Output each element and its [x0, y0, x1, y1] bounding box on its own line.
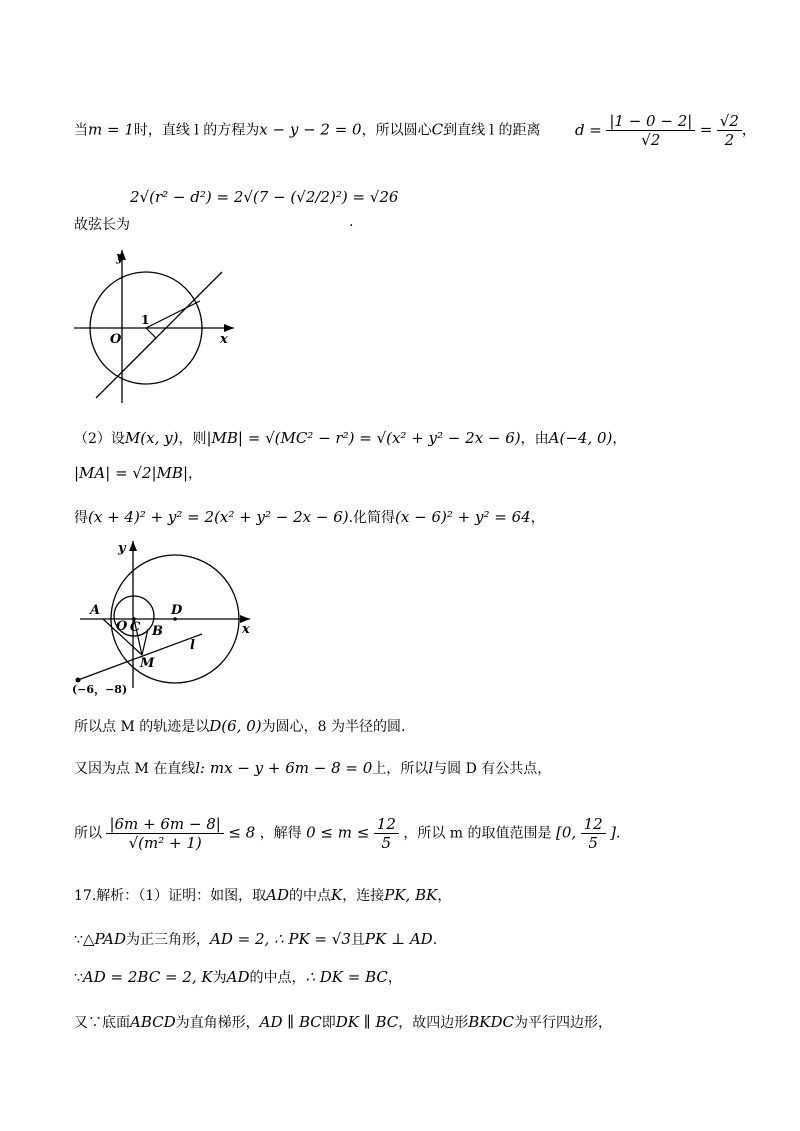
text: ，故四边形 — [398, 1015, 469, 1031]
text: . — [616, 825, 621, 842]
line-triangle — [74, 929, 437, 949]
text: 即 — [321, 1015, 336, 1031]
y-label: y — [116, 250, 124, 265]
math: AD ∥ BC — [259, 1013, 322, 1031]
text: 当 — [74, 122, 88, 139]
math: [0, — [555, 823, 577, 842]
numerator: 12 — [581, 815, 606, 834]
line-ratio — [74, 463, 202, 483]
label-o: O — [116, 619, 128, 634]
text: 为正三角形， — [126, 932, 211, 948]
text: 为圆心，8 为半径的圆. — [261, 719, 406, 735]
math: l: mx − y + 6m − 8 = 0 — [195, 759, 373, 777]
text: ，连接 — [342, 888, 385, 904]
math: PK ⊥ AD — [364, 930, 433, 948]
text: .化简得 — [348, 510, 396, 526]
line-locus — [74, 716, 405, 736]
numerator: 12 — [374, 815, 399, 834]
text: . — [432, 932, 438, 948]
numerator: |6m + 6m − 8| — [106, 815, 223, 834]
text: 上，所以 — [372, 761, 429, 777]
math: 0 ≤ m ≤ — [306, 823, 370, 842]
x-label: x — [242, 622, 250, 637]
denominator: 5 — [381, 834, 392, 852]
y-label: y — [118, 541, 126, 556]
text: 到直线 l 的距离 — [443, 122, 541, 139]
text: 的中点， — [249, 970, 306, 986]
figure-circle-line — [74, 248, 244, 408]
figure-two-circles — [70, 538, 255, 698]
math: K — [331, 886, 343, 904]
text: 17.解析：（1）证明：如图，取 — [74, 888, 267, 904]
label-m: M — [140, 656, 155, 671]
line-range — [74, 815, 620, 852]
denominator: 5 — [588, 834, 598, 852]
math: |MB| = √(MC² − r²) = √(x² + y² − 2x − 6) — [206, 429, 521, 447]
tick-label-1: 1 — [141, 313, 150, 327]
math: AD = 2BC = 2, K — [82, 968, 213, 986]
math: x − y − 2 = 0 — [259, 120, 362, 139]
text: . — [349, 214, 354, 230]
math: D(6, 0) — [209, 717, 262, 735]
origin-label: O — [110, 332, 122, 347]
label-point: (−6，−8) — [72, 683, 128, 696]
math: C — [431, 120, 444, 139]
text: 与圆 D 有公共点， — [433, 761, 552, 777]
label-a: A — [90, 603, 101, 618]
math: BKDC — [468, 1013, 514, 1031]
text: ，所以圆心 — [361, 122, 432, 139]
math: AD = 2, ∴ PK = √3 — [210, 930, 351, 948]
math: ≤ 8 — [228, 823, 256, 842]
line-midpoint — [74, 967, 402, 987]
math: ∴ DK = BC — [305, 968, 388, 986]
text: 所以点 M 的轨迹是以 — [74, 719, 210, 735]
line-intersect — [74, 758, 551, 778]
math: ABCD — [130, 1013, 176, 1031]
text: ， — [437, 888, 452, 904]
math: PK, BK — [384, 886, 438, 904]
text: 又因为点 M 在直线 — [74, 761, 196, 777]
text: 的中点 — [289, 888, 332, 904]
text: ， — [530, 510, 545, 526]
text: ∵ — [74, 970, 83, 986]
text: 为平行四边形， — [513, 1015, 612, 1031]
text: ，解得 — [259, 825, 302, 842]
text: 且 — [350, 932, 365, 948]
line-problem17 — [74, 885, 451, 905]
text: ， — [612, 431, 627, 447]
line-distance — [74, 112, 756, 149]
text: 得 — [74, 510, 88, 526]
text: ，所以 m 的取值范围是 — [403, 825, 552, 842]
text: 所以 — [74, 825, 102, 842]
math: = — [699, 120, 713, 139]
line-parallelogram — [74, 1012, 612, 1032]
text: ，由 — [520, 431, 549, 447]
text: ∵ — [74, 932, 83, 948]
line-simplify — [74, 507, 545, 527]
label-d: D — [171, 603, 183, 618]
math: ] — [610, 823, 616, 842]
math: (x − 6)² + y² = 64 — [395, 508, 531, 526]
text: 为直角梯形， — [175, 1015, 260, 1031]
math: AD — [226, 968, 250, 986]
point-fixed — [76, 678, 81, 683]
fraction — [106, 815, 223, 852]
label-b: B — [152, 624, 163, 639]
numerator: √2 — [717, 112, 742, 131]
fraction — [606, 112, 695, 149]
math: (x + 4)² + y² = 2(x² + y² − 2x − 6) — [88, 508, 349, 526]
text: （2）设 — [74, 431, 125, 447]
text: 故弦长为 — [74, 217, 130, 233]
math: |MA| = √2|MB| — [74, 464, 188, 482]
x-arrow-icon — [224, 324, 234, 332]
text: ，则 — [178, 431, 207, 447]
math: DK ∥ BC — [335, 1013, 399, 1031]
label-c: C — [130, 620, 141, 635]
chord-segment — [122, 338, 156, 372]
math: M(x, y) — [124, 429, 179, 447]
text: 时，直线 l 的方程为 — [133, 122, 260, 139]
y-arrow-icon — [129, 541, 137, 551]
line-part2 — [74, 428, 626, 448]
math: A(−4, 0) — [548, 429, 613, 447]
denominator: √(m² + 1) — [128, 834, 202, 852]
fraction — [374, 815, 399, 852]
perpendicular-segment — [146, 328, 156, 338]
radius-segment — [146, 301, 200, 328]
text: ， — [188, 466, 202, 482]
denominator: 2 — [724, 131, 735, 149]
math: AD — [266, 886, 290, 904]
text: 又∵底面 — [74, 1015, 130, 1031]
fraction — [581, 815, 606, 852]
fraction — [717, 112, 742, 149]
text: ， — [387, 970, 402, 986]
math: m = 1 — [88, 120, 134, 139]
math: l — [428, 759, 434, 777]
math: △PAD — [82, 930, 127, 948]
denominator: √2 — [641, 131, 661, 149]
text: 为 — [212, 970, 227, 986]
math: d = — [574, 120, 602, 139]
math: 2√(r² − d²) = 2√(7 − (√2/2)²) = √26 — [130, 188, 399, 206]
numerator: |1 − 0 − 2| — [606, 112, 695, 131]
label-l: l — [190, 638, 195, 653]
x-label: x — [220, 332, 228, 347]
text: ， — [741, 122, 756, 139]
